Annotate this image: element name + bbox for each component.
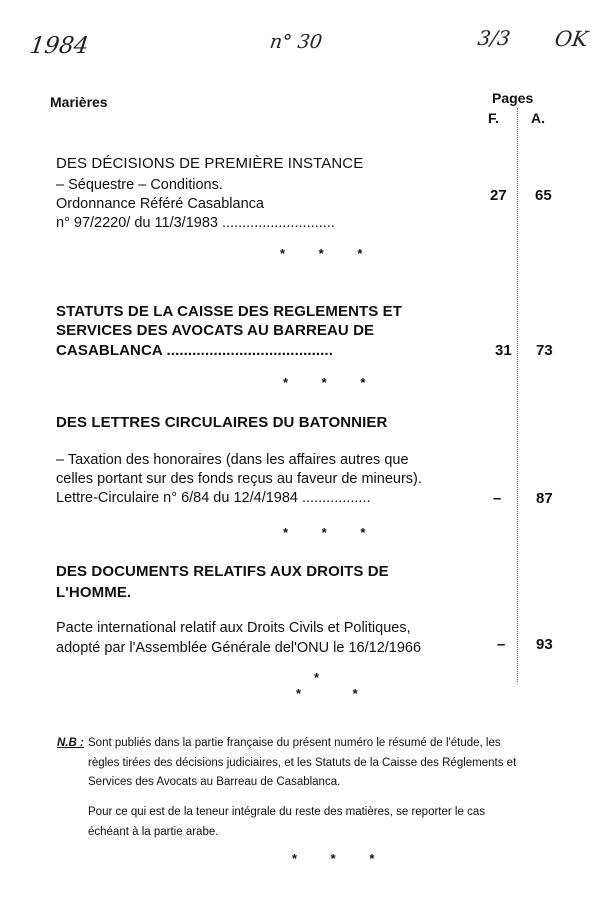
section-title-line: L'HOMME. [56, 584, 132, 601]
page-f-value: – [493, 490, 502, 507]
handwritten-number: n° 30 [268, 31, 324, 53]
note-line: règles tirées des décisions judiciaires, et les Statuts de la Caisse des Réglements et [88, 757, 517, 769]
note-line: échéant à la partie arabe. [88, 826, 219, 838]
section-title-line: STATUTS DE LA CAISSE DES REGLEMENTS ET [56, 303, 403, 320]
column-a-heading: A. [531, 110, 545, 126]
note-line: Pour ce qui est de la teneur intégrale du reste des matières, se reporter le cas [88, 806, 485, 818]
section-title: DES DÉCISIONS DE PREMIÈRE INSTANCE [56, 155, 364, 172]
column-divider [517, 108, 518, 682]
section-title: DES LETTRES CIRCULAIRES DU BATONNIER [56, 414, 388, 431]
section-line: adopté par l'Assemblée Générale del'ONU le 16/12/1966 [56, 640, 422, 656]
separator-stars: * * * [292, 851, 390, 866]
section-line: n° 97/2220/ du 11/3/1983 ............................ [56, 215, 335, 231]
section-line: Ordonnance Référé Casablanca [56, 196, 264, 212]
matieres-heading: Marières [50, 94, 108, 110]
separator-star: * [314, 670, 320, 685]
page-f-value: – [497, 636, 506, 653]
section-line: Pacte international relatif aux Droits Civils et Politiques, [56, 620, 411, 636]
page-a-value: 65 [535, 187, 552, 204]
pages-heading: Pages [492, 90, 534, 106]
section-line: celles portant sur des fonds reçus au faveur de mineurs). [56, 471, 422, 487]
separator-stars: * * * [283, 375, 381, 390]
separator-stars: * * * [283, 525, 381, 540]
page-a-value: 73 [536, 342, 553, 359]
note-line: Services des Avocats au Barreau de Casablanca. [88, 776, 341, 788]
note-line: Sont publiés dans la partie française du présent numéro le résumé de l'étude, les [88, 737, 501, 749]
handwritten-fraction: 3/3 [476, 26, 512, 50]
section-line: – Taxation des honoraires (dans les affaires autres que [56, 452, 409, 468]
section-title-line: CASABLANCA ....................................... [56, 342, 333, 359]
section-line: – Séquestre – Conditions. [56, 177, 223, 193]
handwritten-ok: OK [553, 27, 590, 51]
page-a-value: 93 [536, 636, 553, 653]
handwritten-year: 1984 [28, 33, 91, 59]
separator-stars: * * * [280, 246, 378, 261]
page-a-value: 87 [536, 490, 553, 507]
page-f-value: 27 [490, 187, 507, 204]
section-title-line: DES DOCUMENTS RELATIFS AUX DROITS DE [56, 563, 389, 580]
page-f-value: 31 [495, 342, 512, 359]
separator-stars: * * [296, 686, 382, 701]
note-label: N.B : [57, 737, 84, 749]
column-f-heading: F. [488, 110, 499, 126]
section-title-line: SERVICES DES AVOCATS AU BARREAU DE [56, 322, 375, 339]
section-line: Lettre-Circulaire n° 6/84 du 12/4/1984 ................. [56, 490, 371, 506]
